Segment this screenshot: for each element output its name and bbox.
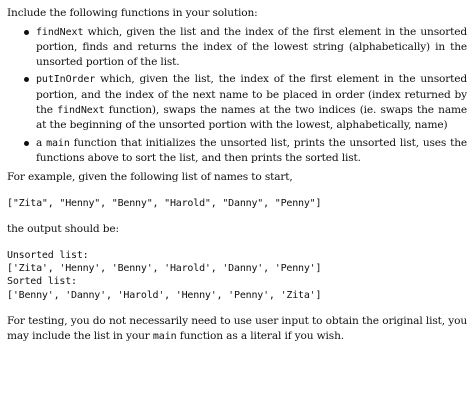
bullet-icon <box>24 77 29 82</box>
output-intro: the output should be: <box>7 222 119 235</box>
output-line: Unsorted list: <box>7 249 89 261</box>
output-line: ['Zita', 'Henny', 'Benny', 'Harold', 'Danny', 'Penny'] <box>7 262 322 274</box>
output-line: ['Benny', 'Danny', 'Harold', 'Henny', 'Penny', 'Zita'] <box>7 289 322 301</box>
output-line: Sorted list: <box>7 276 77 288</box>
bullet-icon <box>24 141 29 146</box>
putinorder-description-b: function), swaps the names at the two indices (ie. swaps the name at the beginning of the unsorted portion with the lowest, alphabetically, name) <box>36 103 467 132</box>
intro-text: Include the following functions in your solution: <box>7 7 258 19</box>
main-description: function that initializes the unsorted list, prints the unsorted list, uses the functions above to sort the list, and then prints the sorted list. <box>36 136 467 165</box>
document-page <box>7 6 467 344</box>
findnext-description: which, given the list and the index of the first element in the unsorted portion, finds and returns the index of the lowest string (alphabetically) in the unsorted portion of the list. <box>36 25 467 68</box>
output-code-block <box>7 249 467 303</box>
testing-text-b: function as a literal if you wish. <box>176 329 344 342</box>
main-prefix: a <box>36 136 47 149</box>
code-putinorder: putInOrder <box>36 74 96 86</box>
putinorder-description-a: which, given the list, the index of the first element in the unsorted portion, and the index of the next name to be placed in order (index returned by the <box>36 73 467 116</box>
list-item-putinorder <box>7 72 467 132</box>
code-main: main <box>46 137 70 149</box>
list-item-main <box>7 136 467 166</box>
code-findnext-inline: findNext <box>57 104 105 116</box>
code-findnext: findNext <box>36 26 84 38</box>
bullet-icon <box>24 30 29 35</box>
example-list-code: ["Zita", "Henny", "Benny", "Harold", "Danny", "Penny"] <box>7 197 322 209</box>
function-list <box>7 25 467 166</box>
code-main-inline: main <box>152 330 177 342</box>
list-item-findnext <box>7 25 467 70</box>
testing-note <box>7 314 467 344</box>
testing-text-a: For testing, you do not necessarily need to use user input to obtain the original list, you may include the list in your <box>7 315 467 342</box>
example-intro: For example, given the following list of names to start, <box>7 170 293 183</box>
